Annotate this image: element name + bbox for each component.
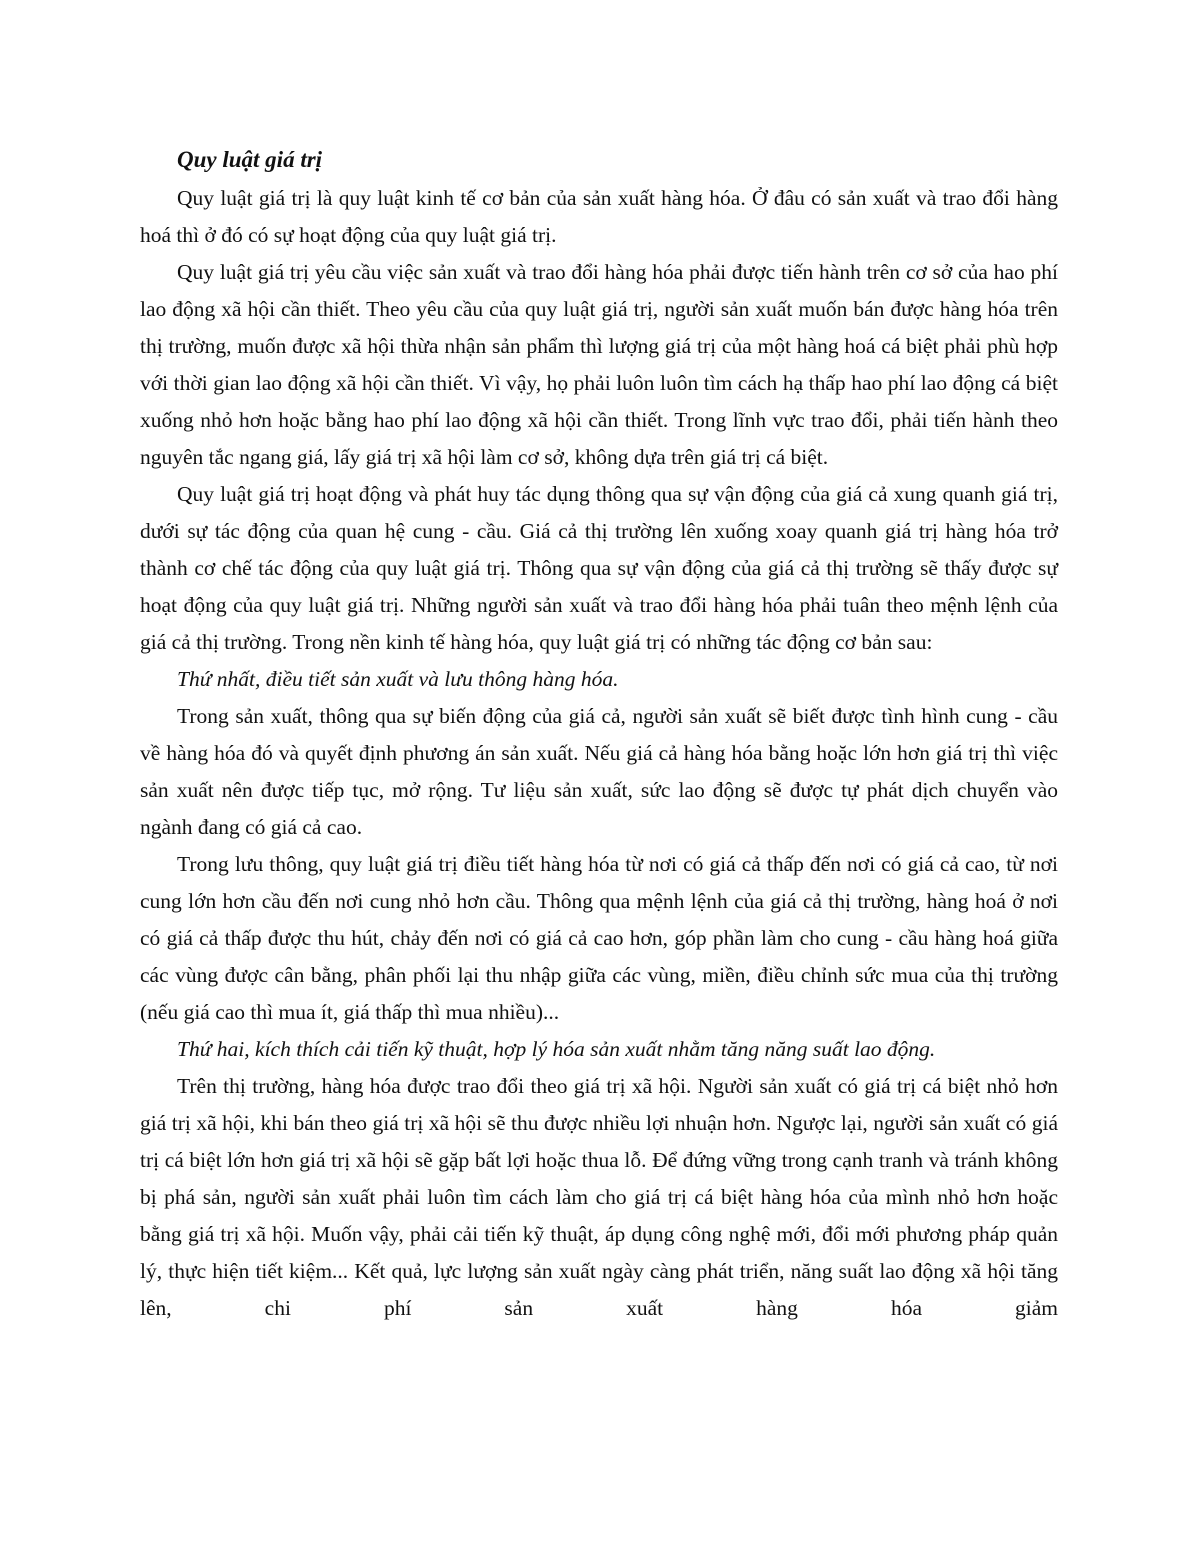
body-paragraph: Trong sản xuất, thông qua sự biến động của giá cả, người sản xuất sẽ biết được tình hình cung - cầu về hàng hóa đó và quyết định phương án sản xuất. Nếu giá cả hàng hóa bằng hoặc lớn hơn giá trị thì việc sản xuất nên được tiếp tục, mở rộng. Tư liệu sản xuất, sức lao động sẽ được tự phát dịch chuyển vào ngành đang có giá cả cao.	[140, 704, 1058, 839]
body-paragraph: Trên thị trường, hàng hóa được trao đổi theo giá trị xã hội. Người sản xuất có giá trị cá biệt nhỏ hơn giá trị xã hội, khi bán theo giá trị xã hội sẽ thu được nhiều lợi nhuận hơn. Ngược lại, người sản xuất có giá trị cá biệt lớn hơn giá trị xã hội sẽ gặp bất lợi hoặc thua lỗ. Để đứng vững trong cạnh tranh và tránh không bị phá sản, người sản xuất phải luôn tìm cách làm cho giá trị cá biệt hàng hóa của mình nhỏ hơn hoặc bằng giá trị xã hội. Muốn vậy, phải cải tiến kỹ thuật, áp dụng công nghệ mới, đổi mới phương pháp quản lý, thực hiện tiết kiệm... Kết quả, lực lượng sản xuất ngày càng phát triển, năng suất lao động xã hội tăng lên, chi phí sản xuất hàng hóa giảm	[140, 1074, 1058, 1320]
body-paragraph: Quy luật giá trị yêu cầu việc sản xuất và trao đổi hàng hóa phải được tiến hành trên cơ sở của hao phí lao động xã hội cần thiết. Theo yêu cầu của quy luật giá trị, người sản xuất muốn bán được hàng hóa trên thị trường, muốn được xã hội thừa nhận sản phẩm thì lượng giá trị của một hàng hoá cá biệt phải phù hợp với thời gian lao động xã hội cần thiết. Vì vậy, họ phải luôn luôn tìm cách hạ thấp hao phí lao động cá biệt xuống nhỏ hơn hoặc bằng hao phí lao động xã hội cần thiết. Trong lĩnh vực trao đổi, phải tiến hành theo nguyên tắc ngang giá, lấy giá trị xã hội làm cơ sở, không dựa trên giá trị cá biệt.	[140, 260, 1058, 469]
body-paragraph: Quy luật giá trị là quy luật kinh tế cơ bản của sản xuất hàng hóa. Ở đâu có sản xuất và trao đổi hàng hoá thì ở đó có sự hoạt động của quy luật giá trị.	[140, 186, 1058, 247]
subheading-paragraph: Thứ hai, kích thích cải tiến kỹ thuật, hợp lý hóa sản xuất nhằm tăng năng suất lao động.	[177, 1037, 936, 1061]
body-paragraph: Trong lưu thông, quy luật giá trị điều tiết hàng hóa từ nơi có giá cả thấp đến nơi có giá cả cao, từ nơi cung lớn hơn cầu đến nơi cung nhỏ hơn cầu. Thông qua mệnh lệnh của giá cả thị trường, hàng hoá ở nơi có giá cả thấp được thu hút, chảy đến nơi có giá cả cao hơn, góp phần làm cho cung - cầu hàng hoá giữa các vùng được cân bằng, phân phối lại thu nhập giữa các vùng, miền, điều chỉnh sức mua của thị trường (nếu giá cao thì mua ít, giá thấp thì mua nhiều)...	[140, 852, 1058, 1024]
subheading-paragraph: Thứ nhất, điều tiết sản xuất và lưu thông hàng hóa.	[177, 667, 619, 691]
document-body	[140, 140, 1058, 1327]
section-heading: Quy luật giá trị	[177, 147, 323, 172]
body-paragraph: Quy luật giá trị hoạt động và phát huy tác dụng thông qua sự vận động của giá cả xung quanh giá trị, dưới sự tác động của quan hệ cung - cầu. Giá cả thị trường lên xuống xoay quanh giá trị hàng hóa trở thành cơ chế tác động của quy luật giá trị. Thông qua sự vận động của giá cả thị trường sẽ thấy được sự hoạt động của quy luật giá trị. Những người sản xuất và trao đổi hàng hóa phải tuân theo mệnh lệnh của giá cả thị trường. Trong nền kinh tế hàng hóa, quy luật giá trị có những tác động cơ bản sau:	[140, 482, 1058, 654]
paragraph-list	[140, 180, 1058, 1327]
